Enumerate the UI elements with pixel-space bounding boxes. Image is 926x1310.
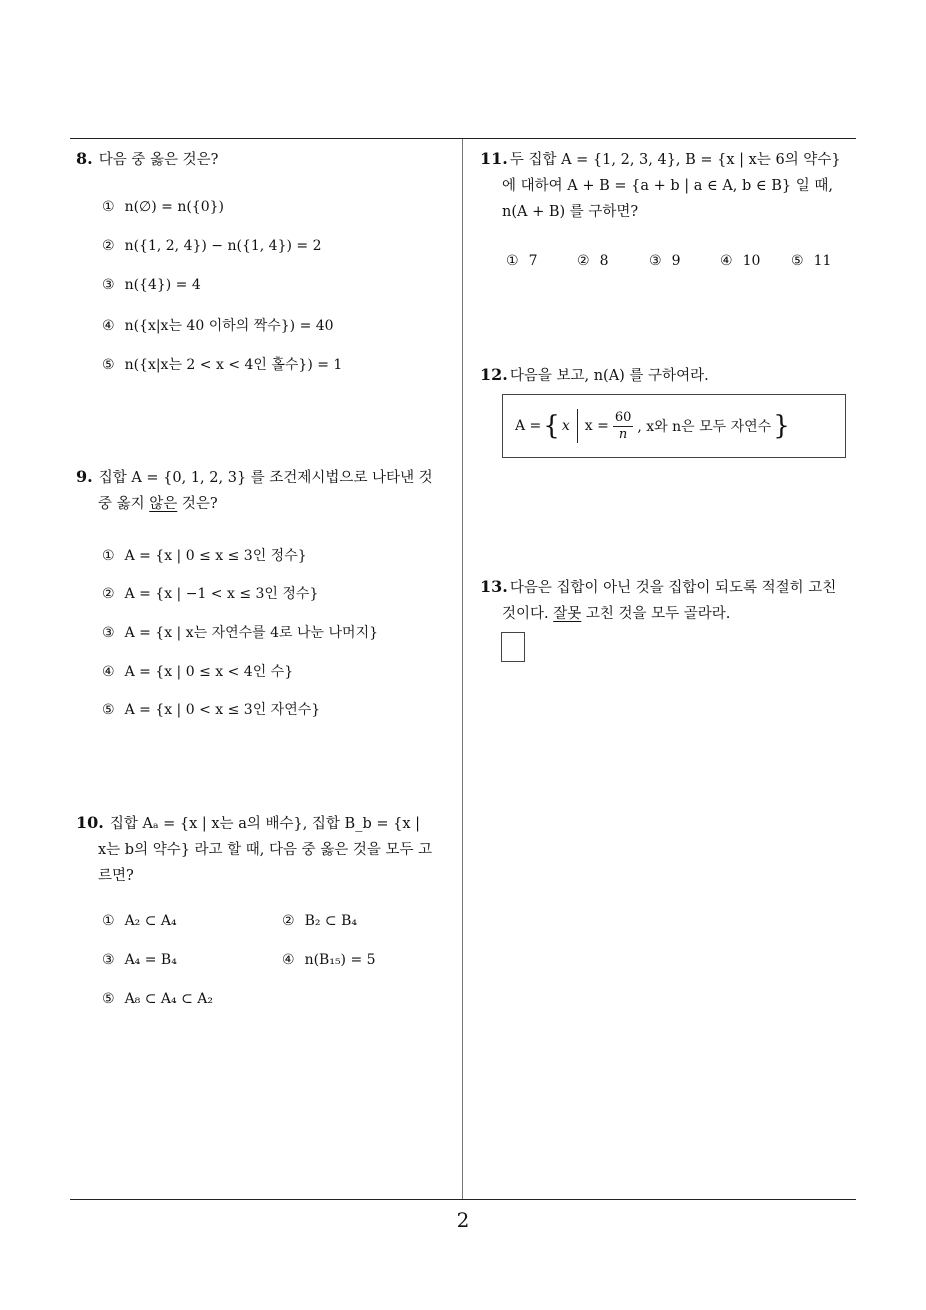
such-that-bar — [577, 409, 578, 443]
option-text: A₂ ⊂ A₄ — [124, 913, 177, 929]
option-text: n({x|x는 2 < x < 4인 홀수}) = 1 — [124, 357, 343, 373]
question-text-line1: 다음은 집합이 아닌 것을 집합이 되도록 적절히 고친 — [509, 580, 837, 596]
column-divider — [462, 139, 463, 1200]
option-mark: ⑤ — [102, 702, 115, 718]
fraction-denominator: n — [618, 426, 628, 442]
set-definition-box — [502, 394, 846, 458]
question-text: 것은? — [177, 496, 218, 512]
option-mark: ⑤ — [102, 991, 115, 1007]
bottom-rule — [70, 1199, 856, 1200]
question-text: 다음을 보고, n(A) 를 구하여라. — [509, 368, 709, 384]
close-brace: } — [773, 411, 790, 441]
option-text: n({4}) = 4 — [124, 277, 201, 293]
question-text-line2: x는 b의 약수} 라고 할 때, 다음 중 옳은 것을 모두 고 — [98, 842, 433, 858]
question-text-line3: 르면? — [98, 868, 134, 884]
question-text: 고친 것을 모두 골라라. — [581, 606, 731, 622]
q10-option-3[interactable] — [102, 952, 177, 968]
question-number: 9. — [76, 467, 93, 486]
question-number: 10. — [76, 813, 104, 832]
q8-option-1[interactable] — [102, 199, 224, 215]
q9-option-3[interactable] — [102, 622, 378, 642]
option-text: A = {x | −1 < x ≤ 3인 정수} — [124, 586, 319, 602]
q10-option-1[interactable] — [102, 913, 177, 929]
question-text: 것이다. — [502, 606, 554, 622]
question-text-line3: n(A + B) 를 구하면? — [502, 204, 639, 220]
option-mark: ③ — [102, 952, 115, 968]
question-number: 12. — [480, 365, 508, 384]
q11-option-5[interactable] — [791, 253, 831, 269]
fraction — [613, 410, 634, 443]
question-10 — [76, 810, 460, 889]
option-mark: ② — [577, 253, 590, 269]
q11-option-1[interactable] — [506, 253, 537, 269]
option-text: 11 — [813, 253, 832, 269]
option-text: B₂ ⊂ B₄ — [304, 913, 357, 929]
page-number: 2 — [456, 1208, 470, 1232]
q9-option-4[interactable] — [102, 661, 293, 681]
q11-option-2[interactable] — [577, 253, 608, 269]
q11-option-3[interactable] — [649, 253, 680, 269]
question-text-line2: 에 대하여 A + B = {a + b | a ∈ A, b ∈ B} 일 때, — [502, 178, 833, 194]
question-text-line1: 집합 A = {0, 1, 2, 3} 를 조건제시법으로 나타낸 것 — [98, 470, 433, 486]
underlined-word: 잘못 — [553, 606, 582, 622]
top-rule — [70, 138, 856, 139]
q8-option-2[interactable] — [102, 238, 321, 254]
question-number: 13. — [480, 577, 508, 596]
question-9 — [76, 464, 460, 517]
q9-option-5[interactable] — [102, 699, 320, 719]
option-mark: ③ — [102, 277, 115, 293]
q8-option-4[interactable] — [102, 315, 334, 335]
underlined-word: 않은 — [149, 496, 178, 512]
option-text: A₄ = B₄ — [124, 952, 177, 968]
option-text: 8 — [599, 253, 609, 269]
option-mark: ④ — [102, 664, 115, 680]
question-8 — [76, 146, 456, 173]
q8-option-5[interactable] — [102, 354, 342, 374]
option-text: A = {x | 0 ≤ x < 4인 수} — [124, 664, 294, 680]
option-text: 9 — [671, 253, 681, 269]
question-11 — [480, 146, 860, 225]
condition-lhs: x = — [584, 418, 609, 434]
option-text: 7 — [528, 253, 538, 269]
open-brace: { — [543, 411, 560, 441]
option-text: A = {x | x는 자연수를 4로 나눈 나머지} — [124, 625, 378, 641]
option-text: A = {x | 0 < x ≤ 3인 자연수} — [124, 702, 321, 718]
answer-box[interactable] — [501, 632, 525, 662]
option-mark: ① — [102, 913, 115, 929]
option-text: A = {x | 0 ≤ x ≤ 3인 정수} — [124, 548, 307, 564]
question-number: 11. — [480, 149, 508, 168]
option-mark: ⑤ — [102, 357, 115, 373]
question-text-line1: 두 집합 A = {1, 2, 3, 4}, B = {x | x는 6의 약수} — [509, 152, 841, 168]
question-text-line1: 집합 Aₐ = {x | x는 a의 배수}, 집합 B_b = {x | — [109, 816, 420, 832]
set-expression — [515, 405, 792, 447]
option-mark: ③ — [102, 625, 115, 641]
option-mark: ② — [102, 238, 115, 254]
option-text: A₈ ⊂ A₄ ⊂ A₂ — [124, 991, 213, 1007]
option-mark: ④ — [720, 253, 733, 269]
option-mark: ① — [102, 199, 115, 215]
question-number: 8. — [76, 149, 93, 168]
option-mark: ④ — [282, 952, 295, 968]
option-mark: ④ — [102, 318, 115, 334]
q8-option-3[interactable] — [102, 277, 201, 293]
question-text: 다음 중 옳은 것은? — [98, 152, 219, 168]
option-text: n({1, 2, 4}) − n({1, 4}) = 2 — [124, 238, 322, 254]
q9-option-2[interactable] — [102, 583, 318, 603]
question-text: 중 옳지 — [98, 496, 150, 512]
option-mark: ① — [102, 548, 115, 564]
q10-option-4[interactable] — [282, 952, 376, 968]
option-mark: ② — [282, 913, 295, 929]
question-13 — [480, 574, 860, 627]
option-mark: ② — [102, 586, 115, 602]
option-text: 10 — [742, 253, 761, 269]
set-variable: x — [561, 418, 570, 434]
option-text: n({x|x는 40 이하의 짝수}) = 40 — [124, 318, 334, 334]
question-12 — [480, 362, 860, 389]
q9-option-1[interactable] — [102, 545, 307, 565]
option-text: n(B₁₅) = 5 — [304, 952, 376, 968]
option-mark: ① — [506, 253, 519, 269]
set-lhs: A = — [515, 418, 542, 434]
fraction-numerator: 60 — [614, 409, 632, 425]
q10-option-2[interactable] — [282, 913, 357, 929]
condition-text: , x와 n은 모두 자연수 — [637, 419, 772, 435]
option-mark: ⑤ — [791, 253, 804, 269]
q10-option-5[interactable] — [102, 991, 213, 1007]
q11-option-4[interactable] — [720, 253, 760, 269]
option-text: n(∅) = n({0}) — [124, 199, 224, 215]
option-mark: ③ — [649, 253, 662, 269]
